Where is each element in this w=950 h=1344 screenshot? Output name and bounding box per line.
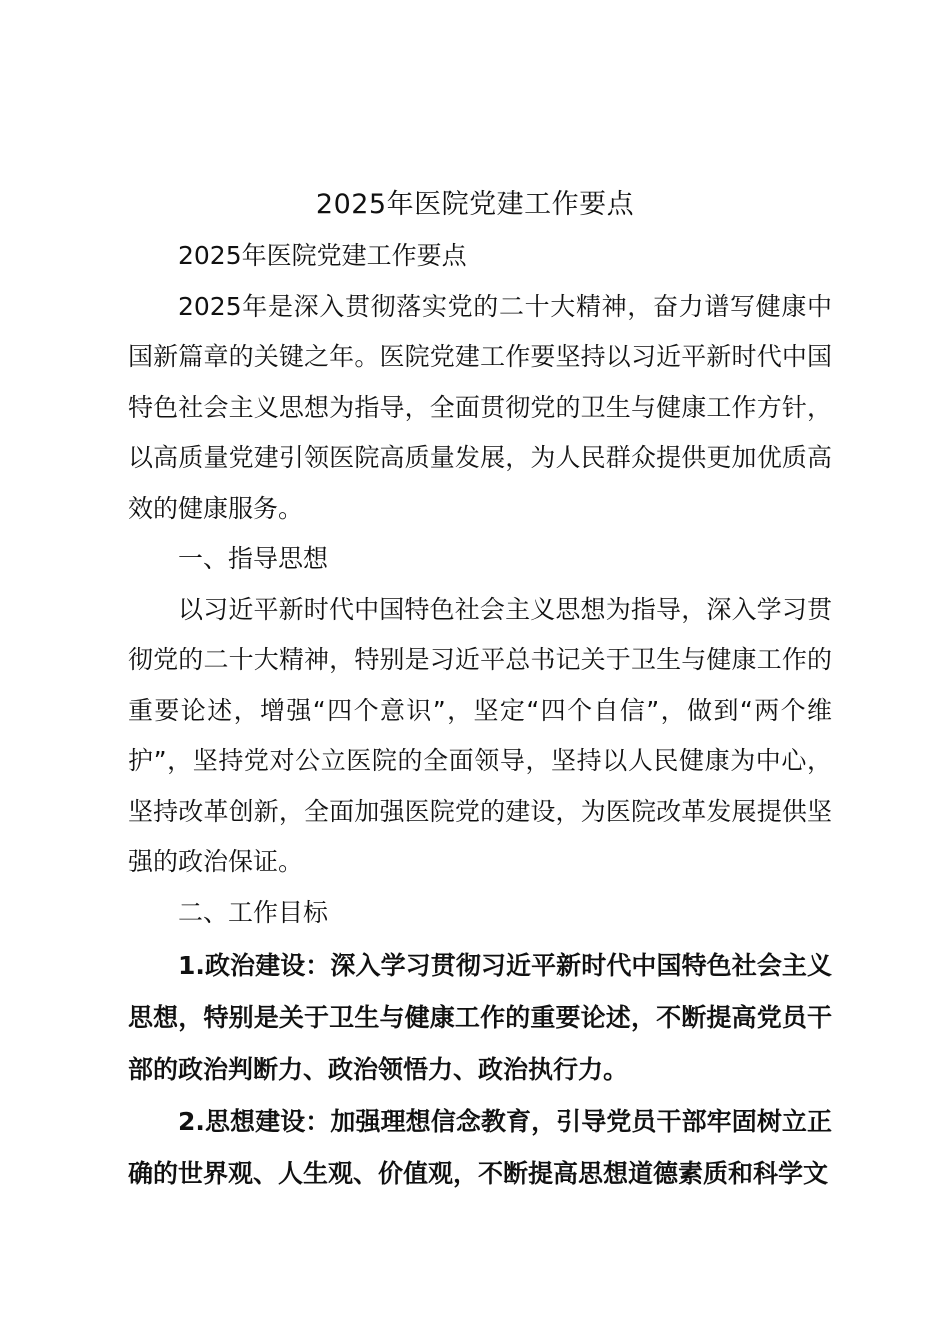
document-body [128, 231, 832, 1200]
intro-paragraph: 2025年是深入贯彻落实党的二十大精神，奋力谱写健康中国新篇章的关键之年。医院党建工作要坚持以习近平新时代中国特色社会主义思想为指导，全面贯彻党的卫生与健康工作方针，以高质量党建引领医院高质量发展，为人民群众提供更加优质高效的健康服务。 [128, 291, 832, 523]
goal-item-ideological-construction: 2.思想建设：加强理想信念教育，引导党员干部牢固树立正确的世界观、人生观、价值观，不断提高思想道德素质和科学文 [128, 1107, 832, 1188]
section-heading-guiding-ideology: 一、指导思想 [178, 544, 329, 573]
goal-item-political-construction: 1.政治建设：深入学习贯彻习近平新时代中国特色社会主义思想，特别是关于卫生与健康工作的重要论述，不断提高党员干部的政治判断力、政治领悟力、政治执行力。 [128, 951, 832, 1084]
document-subtitle: 2025年医院党建工作要点 [178, 241, 467, 270]
section-heading-work-goals: 二、工作目标 [178, 897, 329, 927]
guiding-ideology-paragraph: 以习近平新时代中国特色社会主义思想为指导，深入学习贯彻党的二十大精神，特别是习近平总书记关于卫生与健康工作的重要论述，增强“四个意识”，坚定“四个自信”，做到“两个维护”，坚持党对公立医院的全面领导，坚持以人民健康为中心，坚持改革创新，全面加强医院党的建设，为医院改革发展提供坚强的政治保证。 [128, 594, 832, 876]
document-title: 2025年医院党建工作要点 [315, 189, 635, 220]
